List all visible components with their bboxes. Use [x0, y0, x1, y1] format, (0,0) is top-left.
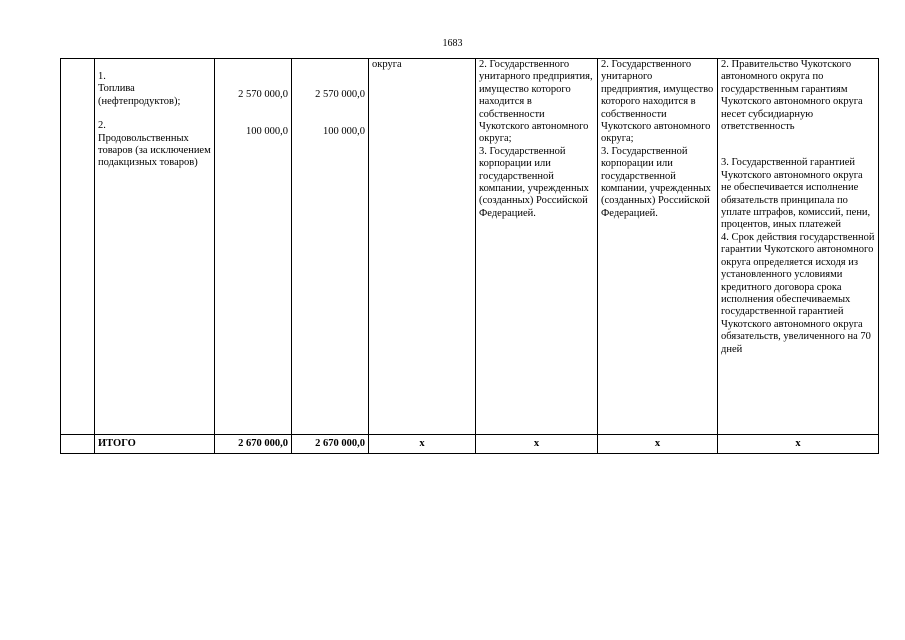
item-2-text: Продовольственных товаров (за исключением подакцизных товаров)	[98, 132, 211, 169]
amount-b-cell	[292, 59, 369, 435]
total-x-f: x	[718, 435, 879, 454]
total-x-e: x	[598, 435, 718, 454]
principal-2-item-2: 2. Государственного унитарного предприятия, имущество которого находится в собственности Чукотского автономного округа;	[601, 59, 714, 145]
amount-a-2: 100 000,0	[246, 126, 288, 138]
total-x-c: x	[369, 435, 476, 454]
row-number-cell	[61, 59, 95, 435]
principal-cell-1	[476, 59, 598, 435]
goods-cell	[95, 59, 215, 435]
region-cell	[369, 59, 476, 435]
total-empty-cell	[61, 435, 95, 454]
total-row	[61, 435, 879, 454]
page-number: 1683	[442, 38, 463, 49]
principal-cell-2	[598, 59, 718, 435]
total-amount-a: 2 670 000,0	[215, 435, 292, 454]
amount-b-1: 2 570 000,0	[315, 89, 365, 100]
item-1-text: Топлива (нефтепродуктов);	[98, 83, 181, 107]
conditions-cell	[718, 59, 879, 435]
principal-1-item-2: 2. Государственного унитарного предприятия, имущество которого находится в собственности Чукотского автономного округа;	[479, 59, 593, 145]
region-text: округа	[372, 59, 402, 70]
amount-a-1: 2 570 000,0	[238, 89, 288, 100]
total-x-d: x	[476, 435, 598, 454]
condition-4: 4. Срок действия государственной гарантии Чукотского автономного округа определяется исходя из установленного условиями кредитного договора срока исполнения обеспечиваемых государственной гарантией Чукотского автономного округа обязательств, увеличенного на 70 дней	[721, 231, 875, 355]
condition-2: 2. Правительство Чукотского автономного округа по государственным гарантиям Чукотского автономного округа несет субсидиарную ответственность	[721, 59, 863, 133]
amount-a-cell	[215, 59, 292, 435]
total-amount-b: 2 670 000,0	[292, 435, 369, 454]
condition-3: 3. Государственной гарантией Чукотского автономного округа не обеспечивается исполнение обязательств принципала по уплате штрафов, комиссий, пени, процентов, иных платежей	[721, 157, 871, 231]
guarantee-table	[60, 58, 879, 454]
item-2-number: 2.	[98, 120, 106, 132]
table-row	[61, 59, 879, 435]
principal-1-item-3: 3. Государственной корпорации или государственной компании, учрежденных (созданных) Российской Федерацией.	[479, 145, 589, 219]
total-label: ИТОГО	[95, 435, 215, 454]
amount-b-2: 100 000,0	[323, 126, 365, 138]
principal-2-item-3: 3. Государственной корпорации или государственной компании, учрежденных (созданных) Российской Федерацией.	[601, 145, 711, 219]
item-1-number: 1.	[98, 71, 106, 82]
